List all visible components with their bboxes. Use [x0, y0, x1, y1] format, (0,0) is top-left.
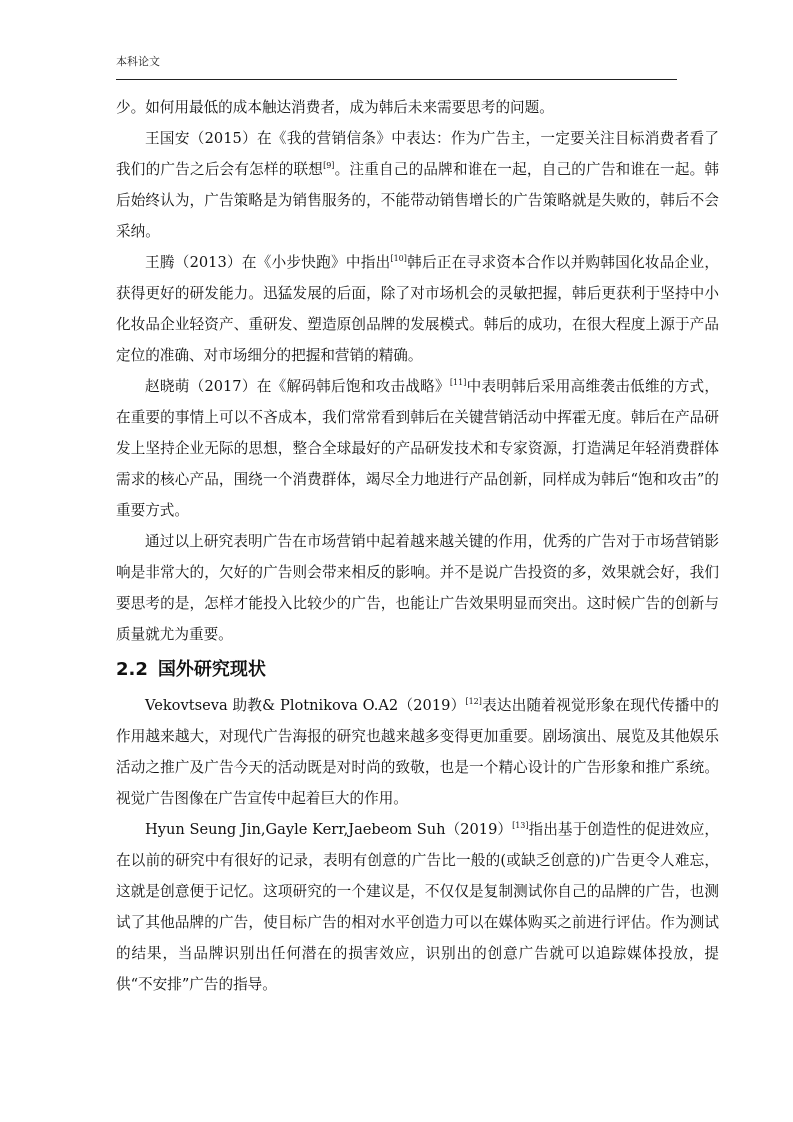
running-header: 本科论文 — [116, 55, 160, 68]
citation-ref: [11] — [449, 378, 467, 388]
section-title: 国外研究现状 — [157, 659, 266, 680]
paragraph-wang-guoan: 王国安（2015）在《我的营销信条》中表达：作为广告主，一定要关注目标消费者看了我们的广告之后会有怎样的联想[9]。注重自己的品牌和谁在一起，自己的广告和谁在一起。韩后始终认为，广告策略是为销售服务的，不能带动销售增长的广告策略就是失败的，韩后不会采纳。 — [116, 130, 719, 240]
paragraph-continuation: 少。如何用最低的成本触达消费者，成为韩后未来需要思考的问题。 — [116, 99, 554, 116]
section-number: 2.2 — [116, 659, 148, 680]
paragraph-wang-teng: 王腾（2013）在《小步快跑》中指出[10]韩后正在寻求资本合作以并购韩国化妆品企业，获得更好的研发能力。迅猛发展的后面，除了对市场机会的灵敏把握，韩后更获利于坚持中小化妆品企业轻资产、重研发、塑造原创品牌的发展模式。韩后的成功，在很大程度上源于产品定位的准确、对市场细分的把握和营销的精确。 — [116, 254, 719, 364]
citation-ref: [13] — [512, 821, 529, 831]
citation-ref: [10] — [390, 254, 407, 264]
paragraph-zhao-xiaomeng: 赵晓萌（2017）在《解码韩后饱和攻击战略》[11]中表明韩后采用高维袭击低维的方式，在重要的事情上可以不吝成本，我们常常看到韩后在关键营销活动中挥霍无度。韩后在产品研发上坚持企业无际的思想，整合全球最好的产品研发技术和专家资源，打造满足年轻消费群体需求的核心产品，围绕一个消费群体，竭尽全力地进行产品创新，同样成为韩后“饱和攻击”的重要方式。 — [116, 378, 719, 519]
paragraph-hyun-seung-jin: Hyun Seung Jin,Gayle Kerr,Jaebeom Suh（2019）[13]指出基于创造性的促进效应，在以前的研究中有很好的记录，表明有创意的广告比一般的(或缺乏创意的)广告更令人难忘，这就是创意便于记忆。这项研究的一个建议是，不仅仅是复制测试你自己的品牌的广告，也测试了其他品牌的广告，使目标广告的相对水平创造力可以在媒体购买之前进行评估。作为测试的结果，当品牌识别出任何潜在的损害效应，识别出的创意广告就可以追踪媒体投放，提供“不安排”广告的指导。 — [116, 821, 719, 993]
paragraph-summary: 通过以上研究表明广告在市场营销中起着越来越关键的作用，优秀的广告对于市场营销影响是非常大的，欠好的广告则会带来相反的影响。并不是说广告投资的多，效果就会好，我们要思考的是，怎样才能投入比较少的广告，也能让广告效果明显而突出。这时候广告的创新与质量就尤为重要。 — [116, 533, 719, 643]
citation-ref: [9] — [323, 161, 335, 171]
header-rule — [116, 79, 677, 80]
page-body — [116, 92, 719, 1000]
section-heading — [116, 650, 719, 690]
paragraph-vekovtseva: Vekovtseva 助教& Plotnikova O.A2（2019）[12]表达出随着视觉形象在现代传播中的作用越来越大，对现代广告海报的研究也越来越多变得更加重要。剧场演出、展览及其他娱乐活动之推广及广告今天的活动既是对时尚的致敬，也是一个精心设计的广告形象和推广系统。视觉广告图像在广告宣传中起着巨大的作用。 — [116, 697, 719, 807]
citation-ref: [12] — [465, 697, 482, 707]
